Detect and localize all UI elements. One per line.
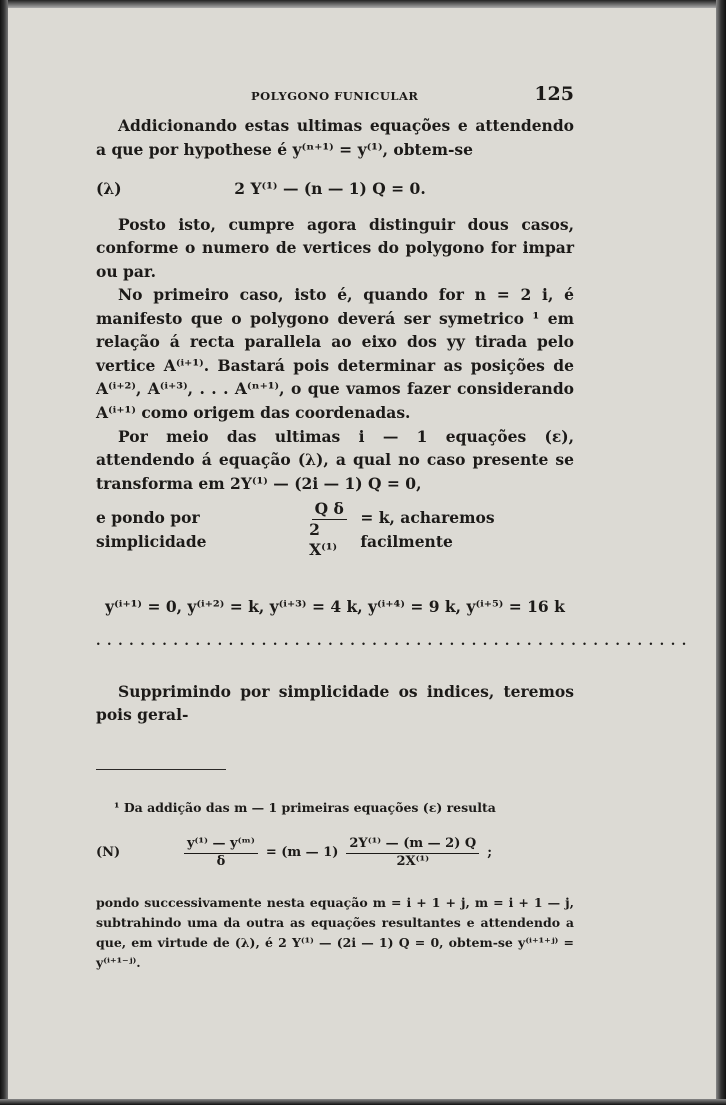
page-edge-left	[0, 0, 8, 1105]
equation-lambda	[96, 177, 574, 201]
page-edge-top	[0, 0, 726, 8]
footnote-equation-N	[96, 836, 574, 871]
footnote-equation-middle: = (m — 1)	[265, 845, 339, 860]
page-content	[96, 80, 688, 973]
fraction-1	[184, 836, 258, 871]
series-equation: y⁽ⁱ⁺¹⁾ = 0, y⁽ⁱ⁺²⁾ = k, y⁽ⁱ⁺³⁾ = 4 k, y⁽ⁱ⁺⁴⁾ = 9 k, y⁽ⁱ⁺⁵⁾ = 16 k	[105, 596, 565, 616]
paragraph-3: No primeiro caso, isto é, quando for n = 2 i, é manifesto que o polygono deverá ser symetrico ¹ em relação á recta parallela ao eixo dos yy tirada pelo vertice A⁽ⁱ⁺¹⁾. Bastará pois determinar as posições de A⁽ⁱ⁺²⁾, A⁽ⁱ⁺³⁾, . . . A⁽ⁿ⁺¹⁾, o que vamos fazer considerando A⁽ⁱ⁺¹⁾ como origem das coordenadas.	[96, 285, 574, 423]
equation-body: 2 Y⁽¹⁾ — (n — 1) Q = 0.	[234, 179, 426, 199]
paragraph-5-after: = k, acharemos facilmente	[360, 508, 495, 551]
footnote-text: pondo successivamente nesta equação m = i + 1 + j, m = i + 1 — j, subtrahindo uma da outra as equações resultantes e attendendo a que, em virtude de (λ), é 2 Y⁽¹⁾ — (2i — 1) Q = 0, obtem-se y⁽ⁱ⁺¹⁺ʲ⁾ = y⁽ⁱ⁺¹⁻ʲ⁾.	[96, 894, 574, 970]
paragraph-5-before: e pondo por simplicidade	[96, 508, 207, 551]
footnote-rule	[96, 769, 226, 770]
footnote-equation-body	[176, 836, 492, 871]
paragraph-6: Supprimindo por simplicidade os indices, teremos pois geral-	[96, 681, 574, 725]
paragraph-5	[96, 499, 574, 560]
paragraph-1: Addicionando estas ultimas equações e attendendo a que por hypothese é y⁽ⁿ⁺¹⁾ = y⁽¹⁾, obtem-se	[96, 116, 574, 159]
fraction-k-denominator: 2 X⁽¹⁾	[309, 520, 338, 560]
page-edge-bottom	[0, 1099, 726, 1105]
fraction-2	[346, 836, 479, 871]
paragraph-4: Por meio das ultimas i — 1 equações (ε), attendendo á equação (λ), a qual no caso presente se transforma em 2Y⁽¹⁾ — (2i — 1) Q = 0,	[96, 426, 574, 493]
paragraph-2: Posto isto, cumpre agora distinguir dous casos, conforme o numero de vertices do polygono for impar ou par.	[96, 214, 574, 281]
fraction-k	[306, 499, 352, 560]
running-head	[96, 80, 574, 114]
page-number: 125	[534, 83, 574, 105]
fraction-1-denominator: δ	[216, 853, 226, 869]
fraction-k-numerator: Q δ	[312, 499, 347, 520]
fraction-1-numerator: y⁽¹⁾ — y⁽ᵐ⁾	[184, 836, 258, 854]
footnote-equation-label: (N)	[96, 845, 121, 860]
equation-label: (λ)	[96, 179, 122, 199]
fraction-2-denominator: 2X⁽¹⁾	[396, 853, 430, 869]
footnote	[96, 798, 574, 973]
running-title: POLYGONO FUNICULAR	[251, 89, 419, 103]
fraction-2-numerator: 2Y⁽¹⁾ — (m — 2) Q	[346, 836, 479, 854]
dotted-line: . . . . . . . . . . . . . . . . . . . . . . . . . . . . . . . . . . . . . . . . . . . . . . . . . . . . . .	[96, 634, 688, 650]
footnote-equation-end: ;	[487, 845, 493, 860]
page-edge-right	[716, 0, 726, 1105]
footnote-intro: ¹ Da addição das m — 1 primeiras equações (ε) resulta	[114, 800, 496, 816]
